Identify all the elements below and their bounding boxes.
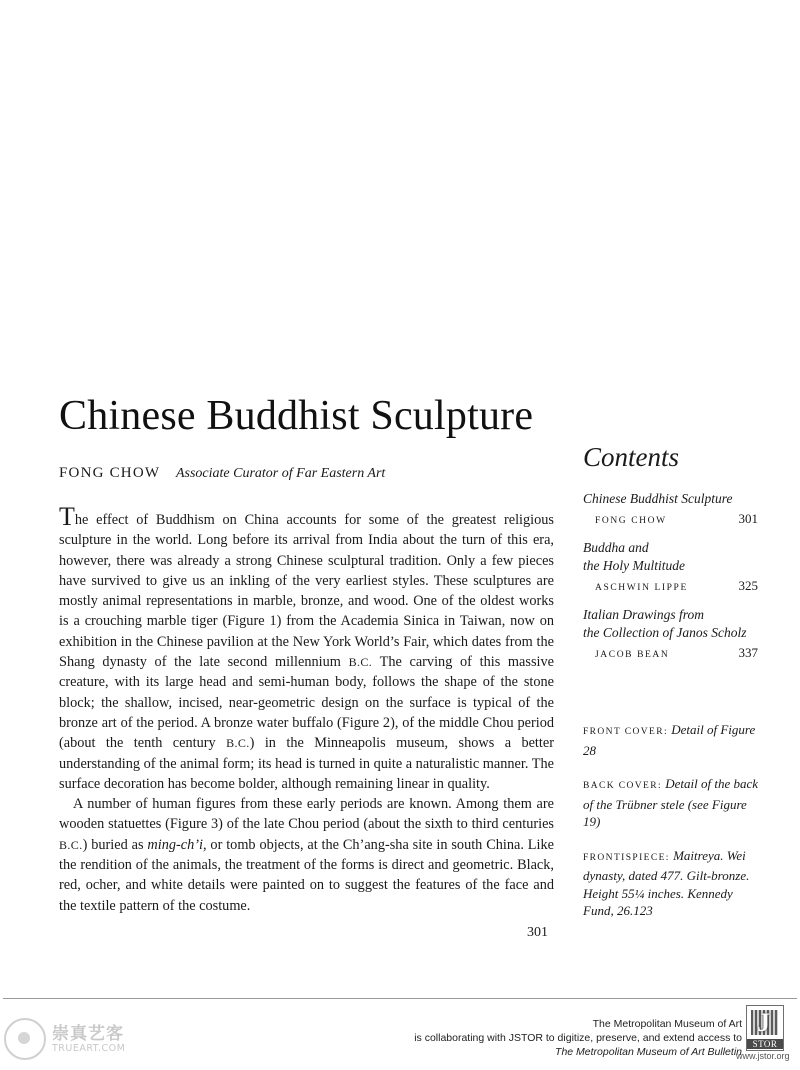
contents-heading: Contents: [583, 442, 680, 472]
jstor-logo[interactable]: [746, 1005, 784, 1051]
toc-entry[interactable]: [583, 490, 758, 527]
toc-page: 325: [738, 578, 758, 593]
drop-cap: T: [59, 502, 75, 531]
paragraph-1: [59, 502, 554, 794]
author-role: Associate Curator of Far Eastern Art: [175, 466, 386, 481]
note-frontispiece: [583, 847, 763, 920]
watermark-cn: 崇真艺客: [52, 1023, 124, 1044]
jstor-journal: The Metropolitan Museum of Art Bulletin: [555, 1046, 742, 1058]
jstor-line-1: The Metropolitan Museum of Art: [592, 1018, 742, 1030]
toc-title: Buddha and: [583, 540, 649, 555]
paragraph-1-text-c: ) in the Minneapolis museum, shows a better understanding of the animal form; its head is turned in quite a naturalistic manner. The surface decoration has become bolder, although remaining linear in quality.: [59, 735, 554, 792]
paragraph-1-text-b: The carving of this massive creature, with its large head and semi-human body, follows the shape of the stone block; the shallow, incised, near-geometric design on the surface is typical of the bronze art of the period. A bronze water buffalo (Figure 2), of the middle Chou period (about the tenth century: [59, 654, 554, 752]
note-text: Detail of Figure 28: [583, 722, 756, 758]
note-label: FRONTISPIECE:: [583, 852, 670, 863]
toc-author: JACOB BEAN: [595, 650, 670, 660]
watermark-en: TRUEART.COM: [52, 1042, 126, 1054]
table-of-contents: [583, 490, 758, 673]
note-text: Maitreya. Wei dynasty, dated 477. Gilt-bronze. Height 55¼ inches. Kennedy Fund, 26.123: [583, 847, 750, 918]
footer-divider: [3, 998, 797, 999]
watermark-eye-icon: [4, 1018, 46, 1060]
note-text: Detail of the back of the Trübner stele (see Figure 19): [583, 776, 759, 829]
author-name: FONG CHOW: [59, 465, 161, 481]
italic-term: ming-ch’i: [147, 836, 203, 853]
toc-page: 301: [738, 511, 758, 526]
toc-entry[interactable]: [583, 539, 758, 594]
jstor-logo-letter: J: [757, 1008, 770, 1037]
byline: [59, 465, 385, 482]
page-number: 301: [527, 925, 548, 940]
toc-page: 337: [738, 645, 758, 660]
toc-title: Chinese Buddhist Sculpture: [583, 491, 733, 506]
jstor-line-2: is collaborating with JSTOR to digitize, preserve, and extend access to: [414, 1032, 742, 1044]
toc-author: FONG CHOW: [595, 516, 667, 526]
toc-author: ASCHWIN LIPPE: [595, 583, 688, 593]
era-abbreviation: B.C.: [226, 736, 250, 751]
toc-title: Italian Drawings from: [583, 607, 705, 622]
jstor-logo-word: STOR: [747, 1039, 783, 1049]
article-title: Chinese Buddhist Sculpture: [59, 393, 534, 439]
note-label: FRONT COVER:: [583, 727, 668, 737]
watermark: [4, 1018, 125, 1060]
era-abbreviation: B.C.: [348, 655, 373, 670]
jstor-notice: [414, 1017, 742, 1059]
toc-title-line-2: the Holy Multitude: [583, 558, 685, 573]
cover-notes: [583, 721, 763, 936]
article-body: [59, 502, 554, 916]
toc-entry[interactable]: [583, 606, 758, 661]
paragraph-2-text-c: , or tomb objects, at the Ch’ang-sha site in south China. Like the rendition of the animals, the treatment of the forms is direct and geometric. Black, red, ocher, and white details were painted on to suggest the features of the face and the textile pattern of the costume.: [59, 836, 554, 914]
paragraph-1-text-a: he effect of Buddhism on China accounts for some of the greatest religious sculpture in the world. Long before its arrival from India about the turn of this era, however, there was already a strong Chinese sculptural tradition. Only a few pieces have survived to give us an inkling of the very earliest styles. These sculptures are mostly animal representations in marble, bronze, and wood. One of the oldest works is a crouching marble tiger (Figure 1) from the Academia Sinica in Taiwan, now on exhibition in the Chinese pavilion at the New York World’s Fair, which dates from the Shang dynasty of the late second millennium: [59, 512, 554, 671]
note-back-cover: [583, 775, 763, 831]
paragraph-2: [59, 794, 554, 916]
note-front-cover: [583, 721, 763, 759]
note-label: BACK COVER:: [583, 781, 663, 791]
paragraph-2-text-a: A number of human figures from these early periods are known. Among them are wooden statuettes (Figure 3) of the late Chou period (about the sixth to third centuries: [59, 796, 554, 833]
paragraph-2-text-b: ) buried as: [82, 836, 148, 853]
era-abbreviation: B.C.: [59, 837, 83, 852]
jstor-url-link[interactable]: www.jstor.org: [736, 1051, 790, 1061]
toc-title-line-2: the Collection of Janos Scholz: [583, 625, 747, 640]
